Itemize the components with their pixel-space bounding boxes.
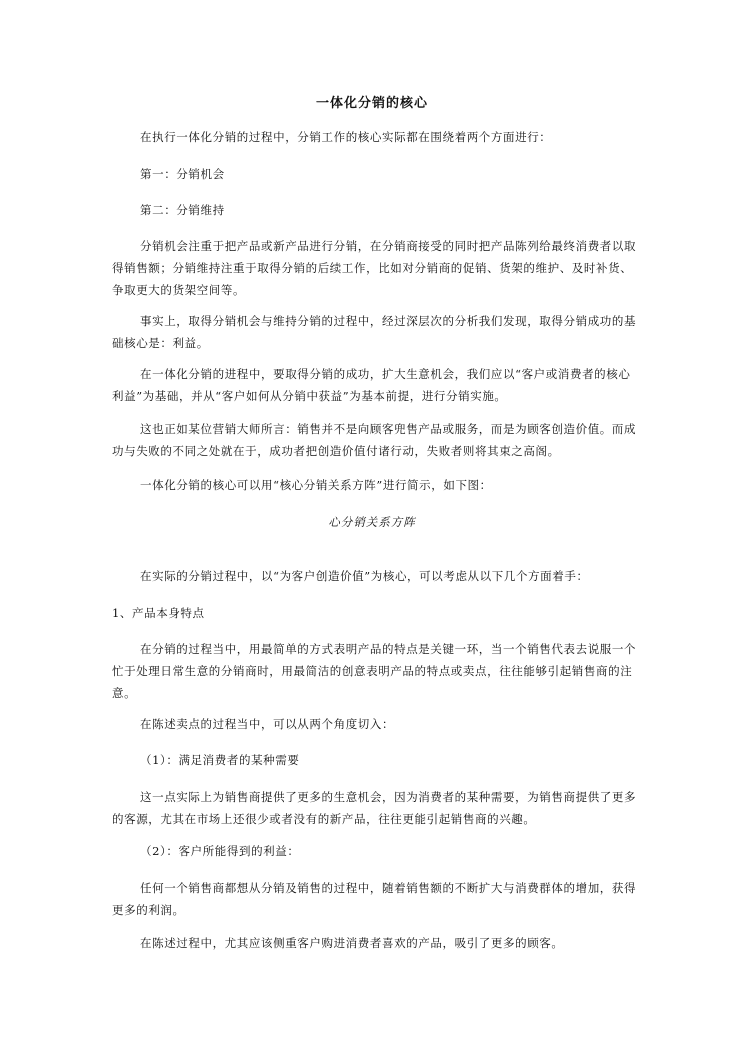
paragraph-process: 在一体化分销的进程中，要取得分销的成功，扩大生意机会，我们应以“客户或消费者的核心利益”为基础，并从“客户如何从分销中获益”为基本前提，进行分销实施。 bbox=[112, 367, 631, 403]
paragraph-presentation: 在陈述过程中，尤其应该侧重客户购进消费者喜欢的产品，吸引了更多的顾客。 bbox=[140, 936, 564, 950]
paragraph-product-features: 在分销的过程当中，用最简单的方式表明产品的特点是关键一环，当一个销售代表去说服一个忙于处理日常生意的分销商时，用最简洁的创意表明产品的特点或卖点，往往能够引起销售商的注意。 bbox=[112, 642, 637, 700]
paragraph-second: 第二：分销维持 bbox=[140, 203, 225, 217]
paragraph-quote: 这也正如某位营销大师所言：销售并不是向顾客兜售产品或服务，而是为顾客创造价值。而成功与失败的不同之处就在于，成功者把创造价值付诸行动，失败者则将其束之高阁。 bbox=[112, 422, 637, 458]
paragraph-two-angles: 在陈述卖点的过程当中，可以从两个角度切入： bbox=[140, 717, 395, 731]
paragraph-intro: 在执行一体化分销的过程中，分销工作的核心实际都在围绕着两个方面进行： bbox=[140, 130, 552, 144]
document-title: 一体化分销的核心 bbox=[315, 96, 428, 111]
paragraph-practice: 在实际的分销过程中，以“为客户创造价值”为核心，可以考虑从以下几个方面着手： bbox=[140, 569, 589, 583]
paragraph-opportunity: 分销机会注重于把产品或新产品进行分销，在分销商接受的同时把产品陈列给最终消费者以取得销售额；分销维持注重于取得分销的后续工作，比如对分销商的促销、货架的维护、及时补货、争取更大的货架空间等。 bbox=[112, 239, 637, 297]
subheading-customer-benefit: （2）：客户所能得到的利益： bbox=[140, 844, 300, 858]
paragraph-matrix-intro: 一体化分销的核心可以用“核心分销关系方阵”进行简示，如下图： bbox=[140, 478, 492, 492]
paragraph-fact: 事实上，取得分销机会与维持分销的过程中，经过深层次的分析我们发现，取得分销成功的基础核心是：利益。 bbox=[112, 314, 637, 350]
heading-product-features: 1、产品本身特点 bbox=[112, 606, 205, 620]
paragraph-first: 第一：分销机会 bbox=[140, 167, 225, 181]
subheading-consumer-needs: （1）：满足消费者的某种需要 bbox=[140, 753, 300, 767]
paragraph-consumer-needs: 这一点实际上为销售商提供了更多的生意机会，因为消费者的某种需要，为销售商提供了更多的客源，尤其在市场上还很少或者没有的新产品，往往更能引起销售商的兴趣。 bbox=[112, 790, 637, 826]
figure-caption: 心分销关系方阵 bbox=[328, 515, 416, 529]
paragraph-customer-benefit: 任何一个销售商都想从分销及销售的过程中，随着销售额的不断扩大与消费群体的增加，获得更多的利润。 bbox=[112, 881, 637, 917]
